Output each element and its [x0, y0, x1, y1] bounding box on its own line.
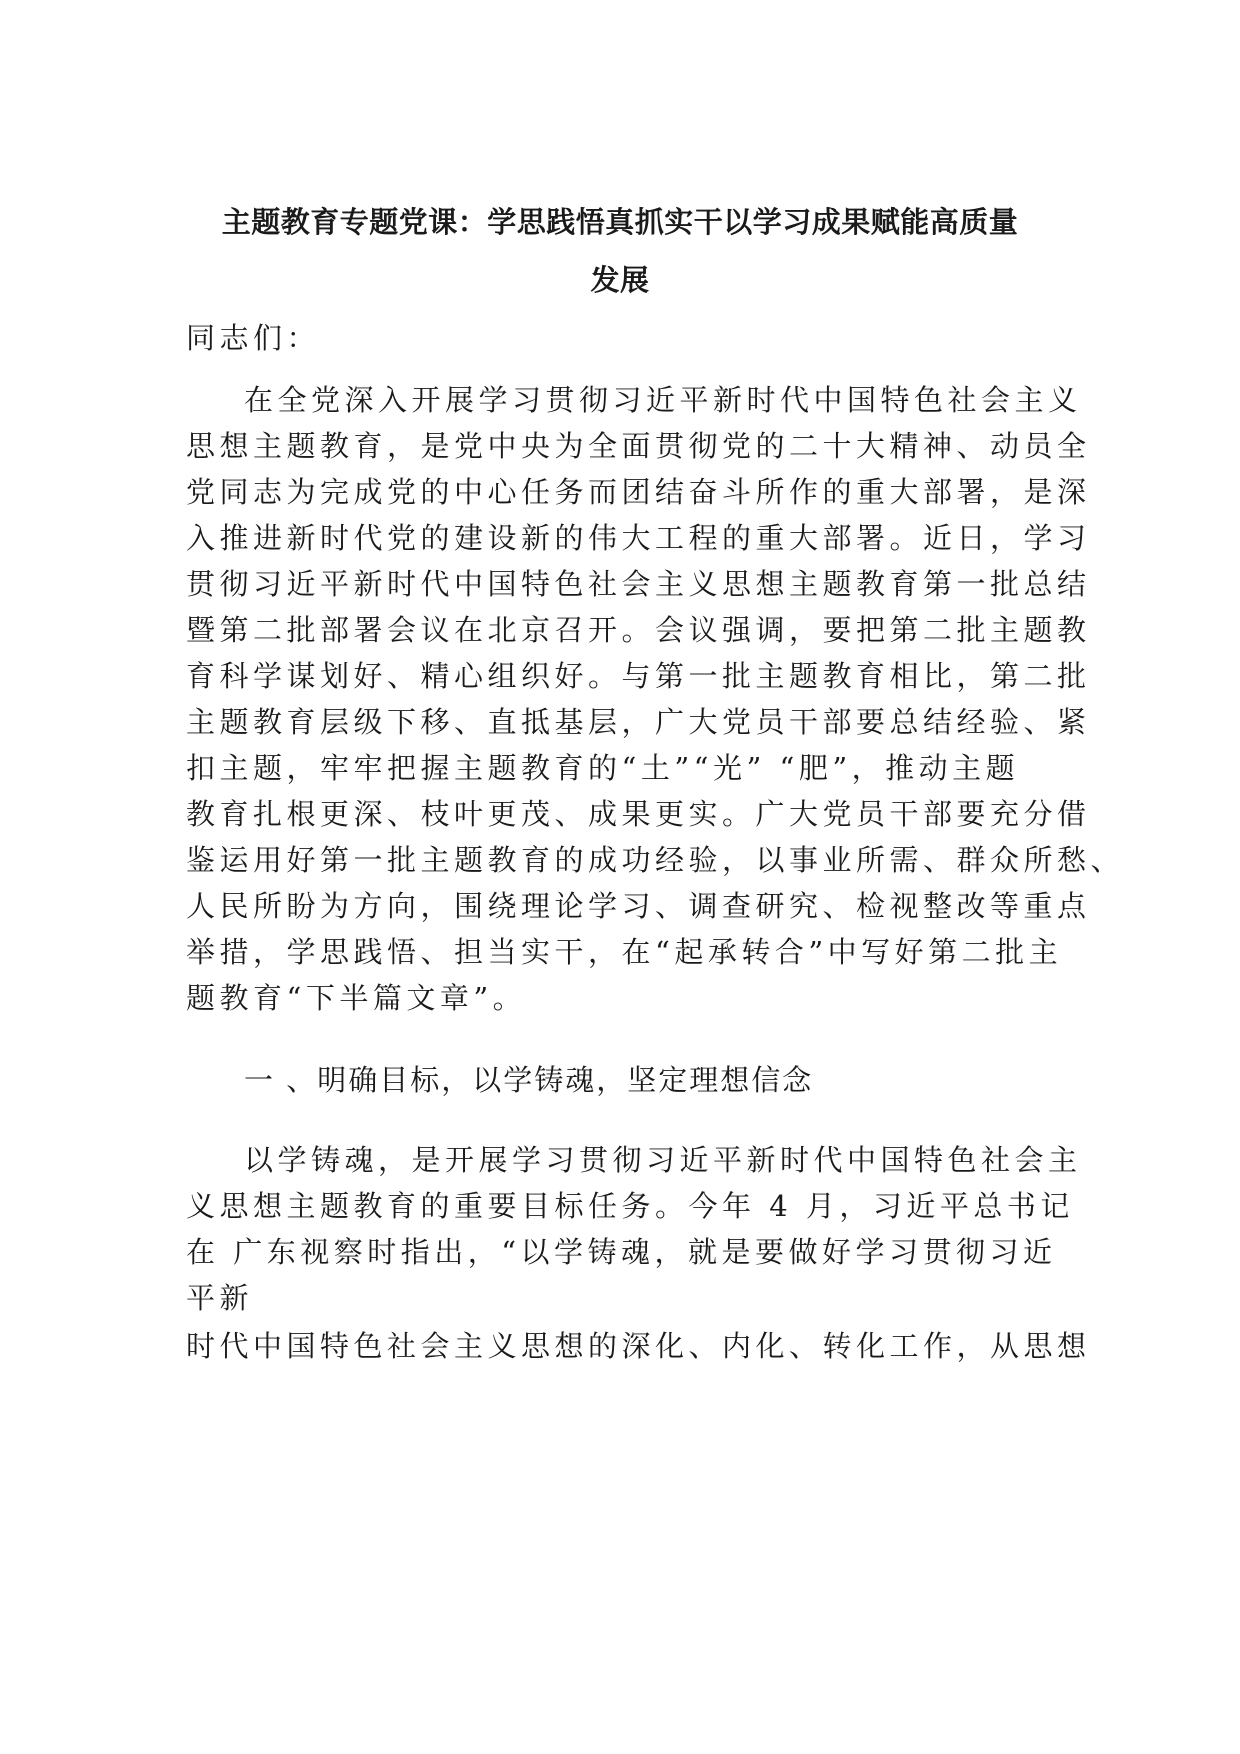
paragraph-line: 教育扎根更深、枝叶更茂、成果更实。广大党员干部要充分借 — [186, 797, 1091, 831]
paragraph-line: 鉴运用好第一批主题教育的成功经验，以事业所需、群众所愁、 — [186, 843, 1125, 877]
paragraph-line: 育科学谋划好、精心组织好。与第一批主题教育相比，第二批 — [186, 659, 1091, 693]
paragraph-line: 题教育“下半篇文章”。 — [186, 981, 527, 1015]
document-title: 主题教育专题党课：学思践悟真抓实干以学习成果赋能高质量 — [221, 205, 1019, 239]
paragraph-line: 暨第二批部署会议在北京召开。会议强调，要把第二批主题教 — [186, 613, 1091, 647]
paragraph-line: 义思想主题教育的重要目标任务。今年 4 月，习近平总书记 — [186, 1189, 1074, 1223]
paragraph-line: 在全党深入开展学习贯彻习近平新时代中国特色社会主义 — [244, 383, 1082, 417]
paragraph-line: 在 广东视察时指出，“以学铸魂，就是要做好学习贯彻习近 — [186, 1235, 1057, 1269]
paragraph-line: 人民所盼为方向，围绕理论学习、调查研究、检视整改等重点 — [186, 889, 1091, 923]
paragraph-line: 党同志为完成党的中心任务而团结奋斗所作的重大部署，是深 — [186, 475, 1091, 509]
paragraph-line: 扣主题，牢牢把握主题教育的“土”“光” “肥”，推动主题 — [186, 751, 1020, 785]
paragraph-line: 思想主题教育，是党中央为全面贯彻党的二十大精神、动员全 — [186, 429, 1091, 463]
paragraph-line: 贯彻习近平新时代中国特色社会主义思想主题教育第一批总结 — [186, 567, 1091, 601]
salutation: 同志们： — [186, 321, 321, 355]
paragraph-line: 平新 — [186, 1281, 254, 1315]
paragraph-line: 主题教育层级下移、直抵基层，广大党员干部要总结经验、紧 — [186, 705, 1091, 739]
paragraph-line: 以学铸魂，是开展学习贯彻习近平新时代中国特色社会主 — [244, 1143, 1082, 1177]
section-heading: 一 、明确目标，以学铸魂，坚定理想信念 — [244, 1063, 814, 1097]
paragraph-line: 入推进新时代党的建设新的伟大工程的重大部署。近日，学习 — [186, 521, 1091, 555]
paragraph-line: 举措，学思践悟、担当实干，在“起承转合”中写好第二批主 — [186, 935, 1063, 969]
paragraph-line: 时代中国特色社会主义思想的深化、内化、转化工作，从思想 — [186, 1329, 1091, 1363]
document-title-continued: 发展 — [590, 263, 650, 297]
